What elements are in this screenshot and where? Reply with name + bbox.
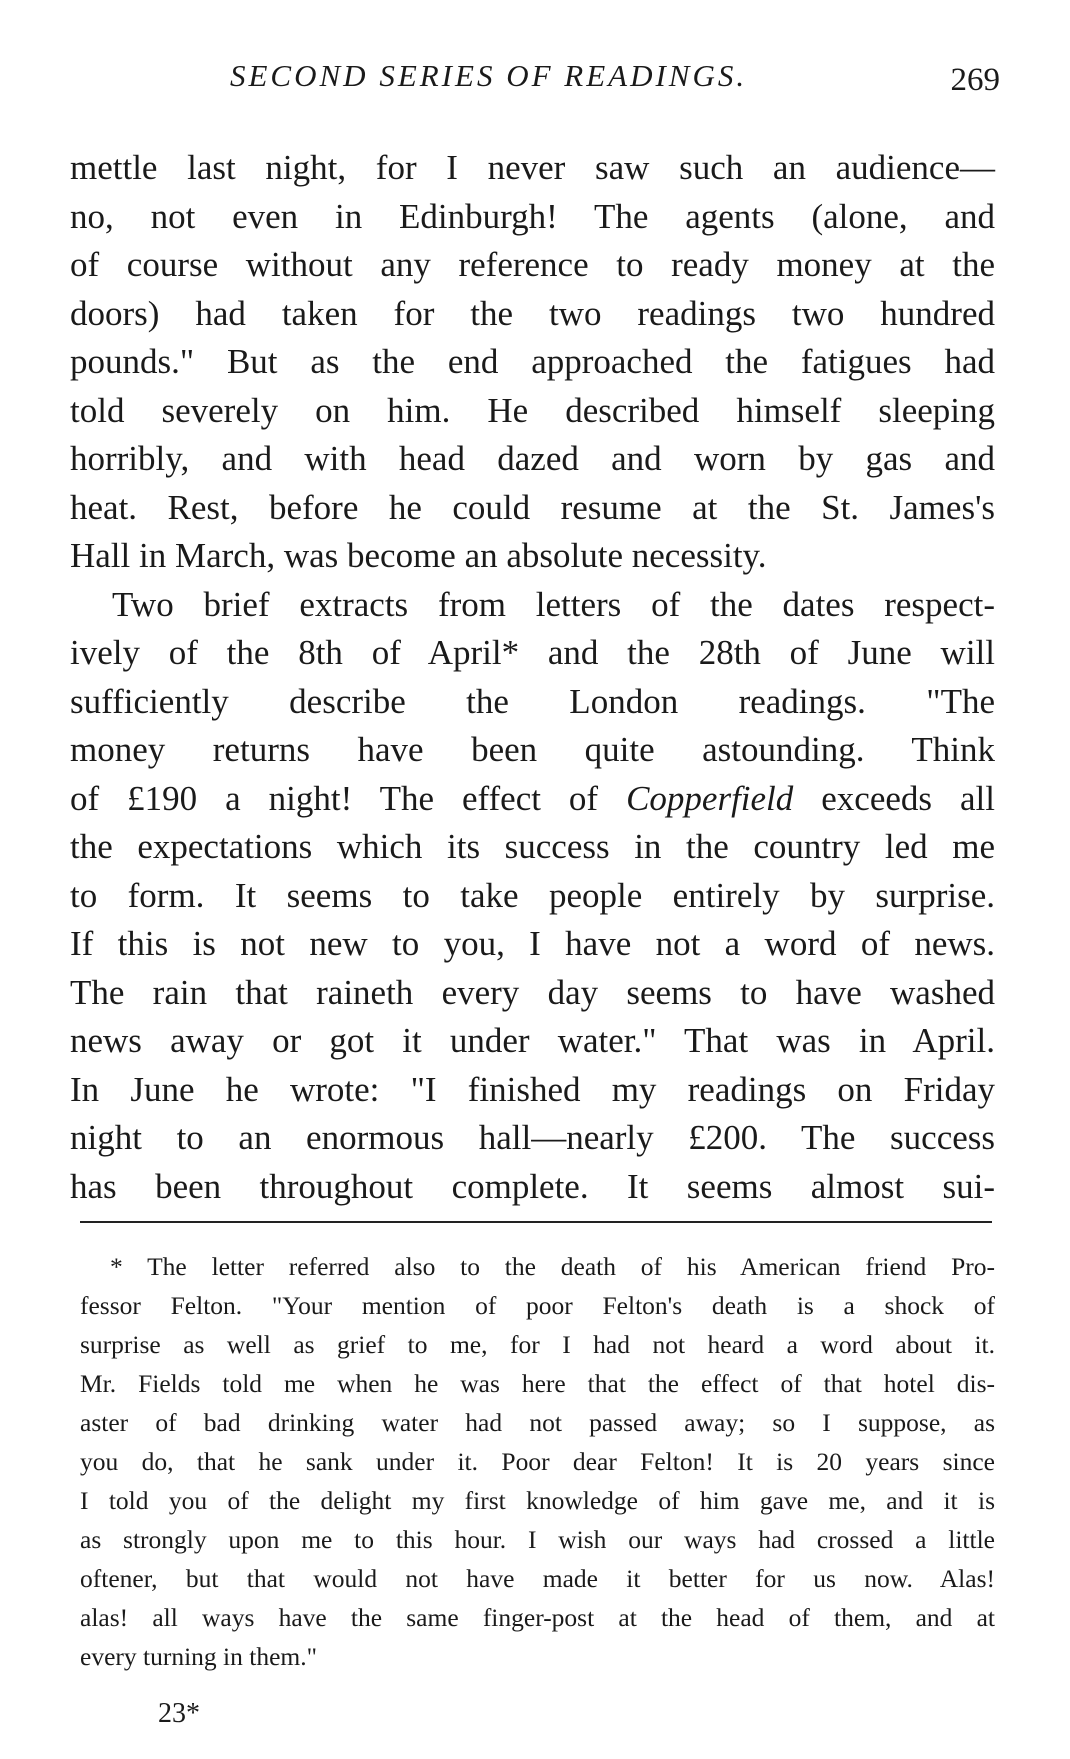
footnote-line: Mr. Fields told me when he was here that the effect of that hotel dis- bbox=[80, 1369, 995, 1398]
footnote-line: surprise as well as grief to me, for I had not heard a word about it. bbox=[80, 1330, 995, 1359]
text-line: the expectations which its success in the country led me bbox=[70, 827, 995, 866]
footnote-line: oftener, but that would not have made it better for us now. Alas! bbox=[80, 1564, 995, 1593]
text-line: to form. It seems to take people entirely by surprise. bbox=[70, 875, 995, 915]
text-line: no, not even in Edinburgh! The agents (alone, and bbox=[70, 196, 995, 236]
signature-mark: 23* bbox=[158, 1698, 200, 1729]
footnote bbox=[80, 1247, 995, 1676]
text-line: In June he wrote: "I finished my readings on Friday bbox=[70, 1069, 995, 1109]
text-segment: of £190 a night! The effect of bbox=[70, 778, 627, 818]
footnote-line: fessor Felton. "Your mention of poor Felton's death is a shock of bbox=[80, 1291, 995, 1320]
text-line: horribly, and with head dazed and worn by gas and bbox=[70, 439, 995, 478]
page-header bbox=[70, 58, 1000, 108]
text-line: pounds." But as the end approached the fatigues had bbox=[70, 342, 995, 381]
footnote-line: as strongly upon me to this hour. I wish our ways had crossed a little bbox=[80, 1525, 995, 1554]
text-line: Hall in March, was become an absolute necessity. bbox=[70, 536, 767, 575]
text-line: told severely on him. He described himself sleeping bbox=[70, 390, 995, 430]
text-line-with-title bbox=[70, 775, 995, 824]
footnote-line: * The letter referred also to the death of his American friend Pro- bbox=[110, 1252, 995, 1281]
text-line: If this is not new to you, I have not a word of news. bbox=[70, 924, 995, 963]
text-line: heat. Rest, before he could resume at the St. James's bbox=[70, 487, 995, 527]
text-line: news away or got it under water." That was in April. bbox=[70, 1021, 995, 1060]
text-line: night to an enormous hall—nearly £200. The success bbox=[70, 1118, 995, 1157]
text-line: has been throughout complete. It seems almost sui- bbox=[70, 1166, 995, 1206]
footnote-line: you do, that he sank under it. Poor dear Felton! It is 20 years since bbox=[80, 1447, 995, 1476]
footnote-line: aster of bad drinking water had not passed away; so I suppose, as bbox=[80, 1408, 995, 1437]
text-segment: exceeds all bbox=[793, 778, 995, 818]
footnote-line: I told you of the delight my first knowledge of him gave me, and it is bbox=[80, 1486, 995, 1515]
running-head: SECOND SERIES OF READINGS. bbox=[230, 58, 748, 93]
footnote-line: alas! all ways have the same finger-post at the head of them, and at bbox=[80, 1603, 995, 1632]
text-line: ively of the 8th of April* and the 28th of June will bbox=[70, 633, 995, 672]
text-line: sufficiently describe the London readings. "The bbox=[70, 681, 995, 721]
italic-title: Copperfield bbox=[626, 778, 794, 818]
body-text bbox=[70, 144, 995, 1211]
text-line: of course without any reference to ready money at the bbox=[70, 245, 995, 284]
footnote-divider bbox=[80, 1221, 992, 1223]
text-line: doors) had taken for the two readings two hundred bbox=[70, 293, 995, 333]
page-number: 269 bbox=[950, 62, 1000, 98]
text-line: mettle last night, for I never saw such an audience— bbox=[70, 148, 995, 187]
text-line: money returns have been quite astounding. Think bbox=[70, 730, 995, 769]
text-line: Two brief extracts from letters of the dates respect- bbox=[112, 584, 995, 624]
text-line: The rain that raineth every day seems to have washed bbox=[70, 972, 995, 1012]
footnote-line: every turning in them." bbox=[80, 1642, 318, 1671]
